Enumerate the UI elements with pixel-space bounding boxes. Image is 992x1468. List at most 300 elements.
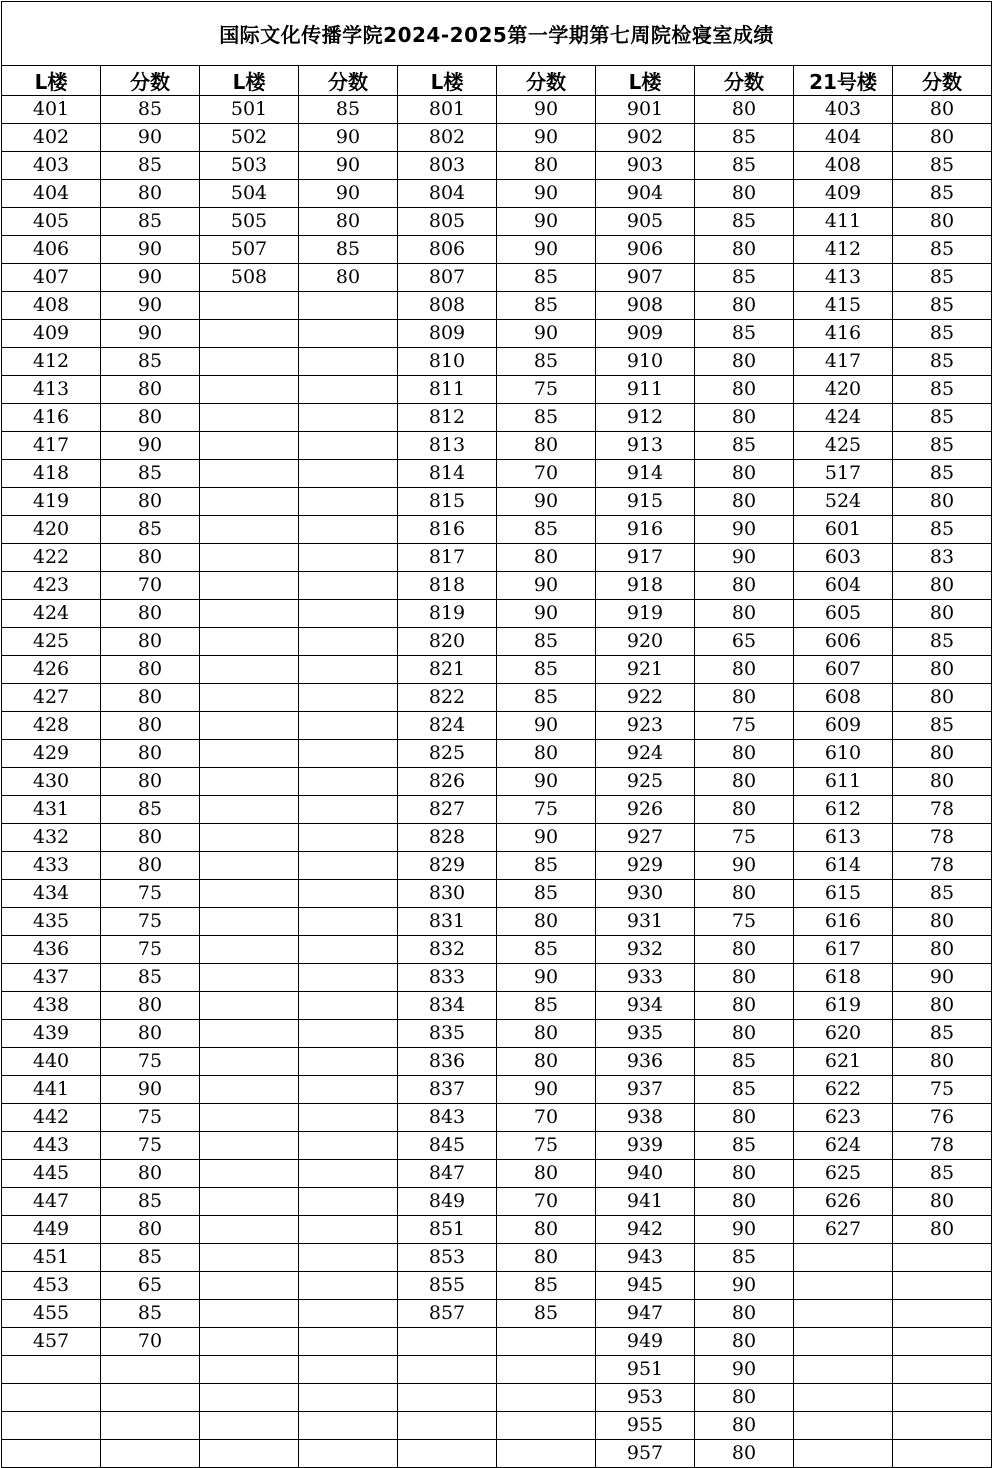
room-cell: 434	[2, 880, 101, 908]
score-cell: 85	[695, 124, 794, 152]
room-cell: 951	[596, 1356, 695, 1384]
room-cell: 442	[2, 1104, 101, 1132]
score-cell	[299, 1412, 398, 1440]
score-cell: 85	[893, 292, 992, 320]
room-cell: 924	[596, 740, 695, 768]
score-cell: 80	[893, 992, 992, 1020]
sheet-title: 国际文化传播学院2024-2025第一学期第七周院检寝室成绩	[2, 2, 992, 66]
score-cell: 90	[497, 824, 596, 852]
room-cell: 415	[794, 292, 893, 320]
score-cell: 85	[101, 1188, 200, 1216]
table-row	[2, 208, 992, 236]
room-cell: 601	[794, 516, 893, 544]
table-row	[2, 124, 992, 152]
table-row	[2, 404, 992, 432]
score-cell: 80	[893, 124, 992, 152]
score-cell: 85	[893, 320, 992, 348]
score-cell: 80	[497, 432, 596, 460]
header-score-2: 分数	[299, 66, 398, 96]
room-cell: 832	[398, 936, 497, 964]
room-cell	[200, 880, 299, 908]
score-cell: 85	[893, 460, 992, 488]
score-cell: 80	[101, 824, 200, 852]
score-cell: 75	[695, 824, 794, 852]
score-cell: 85	[893, 376, 992, 404]
room-cell	[200, 1244, 299, 1272]
room-cell: 451	[2, 1244, 101, 1272]
score-cell: 80	[695, 1160, 794, 1188]
score-cell: 80	[695, 1104, 794, 1132]
score-cell	[299, 824, 398, 852]
room-cell	[398, 1440, 497, 1468]
score-cell: 80	[695, 96, 794, 124]
score-cell: 90	[695, 1356, 794, 1384]
room-cell: 818	[398, 572, 497, 600]
room-cell: 914	[596, 460, 695, 488]
score-cell: 78	[893, 1132, 992, 1160]
room-cell: 915	[596, 488, 695, 516]
room-cell	[794, 1384, 893, 1412]
score-cell: 90	[497, 600, 596, 628]
score-cell	[299, 1440, 398, 1468]
room-cell: 447	[2, 1188, 101, 1216]
score-cell: 80	[101, 180, 200, 208]
score-cell	[299, 1384, 398, 1412]
room-cell: 409	[794, 180, 893, 208]
room-cell	[200, 824, 299, 852]
score-cell: 80	[497, 1048, 596, 1076]
room-cell: 822	[398, 684, 497, 712]
score-cell: 80	[695, 600, 794, 628]
score-cell	[299, 1104, 398, 1132]
room-cell: 926	[596, 796, 695, 824]
room-cell: 819	[398, 600, 497, 628]
score-cell: 75	[101, 880, 200, 908]
score-cell: 85	[695, 320, 794, 348]
room-cell: 826	[398, 768, 497, 796]
score-cell: 85	[497, 516, 596, 544]
table-row	[2, 824, 992, 852]
room-cell: 945	[596, 1272, 695, 1300]
room-cell: 611	[794, 768, 893, 796]
score-cell: 80	[299, 208, 398, 236]
room-cell	[398, 1356, 497, 1384]
score-cell: 85	[299, 96, 398, 124]
score-cell: 80	[101, 852, 200, 880]
room-cell: 409	[2, 320, 101, 348]
score-cell: 90	[497, 208, 596, 236]
score-cell: 85	[893, 404, 992, 432]
room-cell: 933	[596, 964, 695, 992]
score-cell: 85	[101, 460, 200, 488]
room-cell: 916	[596, 516, 695, 544]
room-cell: 825	[398, 740, 497, 768]
score-cell: 90	[101, 292, 200, 320]
score-cell: 90	[497, 180, 596, 208]
room-cell: 455	[2, 1300, 101, 1328]
room-cell	[200, 1048, 299, 1076]
table-row	[2, 292, 992, 320]
table-row	[2, 544, 992, 572]
room-cell: 416	[794, 320, 893, 348]
room-cell	[200, 292, 299, 320]
score-cell	[893, 1300, 992, 1328]
room-cell: 813	[398, 432, 497, 460]
score-cell: 85	[893, 348, 992, 376]
table-row	[2, 432, 992, 460]
score-cell: 80	[893, 572, 992, 600]
room-cell: 412	[794, 236, 893, 264]
score-cell: 80	[893, 908, 992, 936]
room-cell: 623	[794, 1104, 893, 1132]
room-cell: 955	[596, 1412, 695, 1440]
score-cell: 90	[101, 1076, 200, 1104]
room-cell	[200, 1412, 299, 1440]
score-cell: 70	[497, 1104, 596, 1132]
room-cell	[200, 376, 299, 404]
room-cell: 627	[794, 1216, 893, 1244]
room-cell: 820	[398, 628, 497, 656]
room-cell: 940	[596, 1160, 695, 1188]
room-cell: 901	[596, 96, 695, 124]
table-row	[2, 1132, 992, 1160]
room-cell	[398, 1384, 497, 1412]
room-cell: 833	[398, 964, 497, 992]
score-cell: 85	[893, 432, 992, 460]
room-cell	[200, 684, 299, 712]
score-cell: 85	[893, 152, 992, 180]
room-cell: 845	[398, 1132, 497, 1160]
room-cell: 923	[596, 712, 695, 740]
room-cell: 909	[596, 320, 695, 348]
room-cell: 931	[596, 908, 695, 936]
room-cell: 411	[794, 208, 893, 236]
score-cell	[299, 1132, 398, 1160]
table-row	[2, 852, 992, 880]
score-cell: 70	[101, 572, 200, 600]
score-cell: 85	[497, 292, 596, 320]
table-row	[2, 236, 992, 264]
score-cell: 75	[101, 908, 200, 936]
table-row	[2, 1188, 992, 1216]
room-cell: 436	[2, 936, 101, 964]
score-cell: 80	[101, 656, 200, 684]
room-cell: 425	[2, 628, 101, 656]
room-cell: 902	[596, 124, 695, 152]
score-cell: 85	[497, 684, 596, 712]
room-cell: 803	[398, 152, 497, 180]
room-cell	[2, 1440, 101, 1468]
room-cell	[794, 1412, 893, 1440]
score-cell	[497, 1356, 596, 1384]
room-cell: 438	[2, 992, 101, 1020]
score-cell: 80	[695, 880, 794, 908]
score-cell: 90	[893, 964, 992, 992]
score-cell: 90	[497, 488, 596, 516]
score-cell: 90	[695, 852, 794, 880]
score-cell: 80	[101, 600, 200, 628]
room-cell: 849	[398, 1188, 497, 1216]
room-cell: 614	[794, 852, 893, 880]
table-row	[2, 1272, 992, 1300]
score-cell: 80	[893, 600, 992, 628]
room-cell: 433	[2, 852, 101, 880]
room-cell: 439	[2, 1020, 101, 1048]
room-cell: 953	[596, 1384, 695, 1412]
score-cell: 85	[101, 964, 200, 992]
room-cell: 908	[596, 292, 695, 320]
room-cell: 517	[794, 460, 893, 488]
score-cell	[497, 1384, 596, 1412]
score-cell	[299, 1160, 398, 1188]
room-cell: 917	[596, 544, 695, 572]
table-row	[2, 348, 992, 376]
table-row	[2, 516, 992, 544]
score-cell: 85	[497, 852, 596, 880]
score-cell: 80	[101, 404, 200, 432]
score-cell	[101, 1384, 200, 1412]
header-building-21: 21号楼	[794, 66, 893, 96]
room-cell: 817	[398, 544, 497, 572]
score-cell: 85	[497, 404, 596, 432]
score-cell: 80	[893, 656, 992, 684]
score-cell: 80	[695, 1300, 794, 1328]
room-cell: 911	[596, 376, 695, 404]
score-cell: 80	[101, 488, 200, 516]
room-cell: 502	[200, 124, 299, 152]
header-building-l-4: L楼	[596, 66, 695, 96]
room-cell	[200, 1384, 299, 1412]
room-cell: 938	[596, 1104, 695, 1132]
room-cell: 942	[596, 1216, 695, 1244]
room-cell: 418	[2, 460, 101, 488]
table-row	[2, 1160, 992, 1188]
room-cell	[200, 572, 299, 600]
score-cell: 85	[695, 264, 794, 292]
score-cell	[299, 1020, 398, 1048]
score-cell: 85	[101, 208, 200, 236]
room-cell: 912	[596, 404, 695, 432]
room-cell: 505	[200, 208, 299, 236]
room-cell	[200, 1132, 299, 1160]
score-cell: 85	[497, 628, 596, 656]
room-cell: 918	[596, 572, 695, 600]
dorm-score-table	[1, 1, 992, 1468]
score-cell: 85	[893, 1160, 992, 1188]
score-cell	[299, 1188, 398, 1216]
score-cell: 85	[893, 1020, 992, 1048]
score-cell	[299, 432, 398, 460]
room-cell: 930	[596, 880, 695, 908]
room-cell: 416	[2, 404, 101, 432]
score-cell	[299, 1216, 398, 1244]
score-cell: 80	[497, 152, 596, 180]
room-cell: 428	[2, 712, 101, 740]
score-cell: 80	[101, 376, 200, 404]
room-cell: 508	[200, 264, 299, 292]
room-cell	[200, 1272, 299, 1300]
score-cell: 80	[695, 292, 794, 320]
room-cell: 921	[596, 656, 695, 684]
table-row	[2, 1356, 992, 1384]
room-cell: 626	[794, 1188, 893, 1216]
score-cell: 85	[893, 628, 992, 656]
score-cell: 80	[101, 628, 200, 656]
score-cell: 90	[497, 768, 596, 796]
room-cell: 806	[398, 236, 497, 264]
room-cell	[200, 460, 299, 488]
room-cell: 413	[794, 264, 893, 292]
score-cell: 90	[101, 124, 200, 152]
table-row	[2, 880, 992, 908]
score-cell: 85	[101, 96, 200, 124]
score-cell	[497, 1440, 596, 1468]
room-cell: 837	[398, 1076, 497, 1104]
score-cell: 85	[893, 712, 992, 740]
room-cell: 949	[596, 1328, 695, 1356]
header-building-l-3: L楼	[398, 66, 497, 96]
room-cell: 943	[596, 1244, 695, 1272]
score-cell	[893, 1440, 992, 1468]
room-cell: 435	[2, 908, 101, 936]
room-cell: 441	[2, 1076, 101, 1104]
score-cell: 80	[101, 684, 200, 712]
score-cell: 85	[497, 992, 596, 1020]
room-cell: 855	[398, 1272, 497, 1300]
score-cell: 85	[695, 1076, 794, 1104]
score-cell: 75	[695, 712, 794, 740]
score-cell	[299, 1244, 398, 1272]
room-cell: 419	[2, 488, 101, 516]
score-cell	[299, 1076, 398, 1104]
room-cell: 613	[794, 824, 893, 852]
score-cell: 90	[497, 124, 596, 152]
score-cell	[101, 1412, 200, 1440]
score-cell: 80	[695, 348, 794, 376]
score-cell	[299, 320, 398, 348]
room-cell: 417	[2, 432, 101, 460]
score-cell: 85	[101, 1300, 200, 1328]
score-cell: 80	[695, 460, 794, 488]
score-cell: 80	[695, 936, 794, 964]
score-cell: 80	[101, 768, 200, 796]
score-cell: 75	[497, 796, 596, 824]
table-row	[2, 600, 992, 628]
score-cell: 80	[893, 1216, 992, 1244]
score-cell: 75	[497, 376, 596, 404]
score-cell	[299, 488, 398, 516]
score-cell: 80	[695, 656, 794, 684]
room-cell: 606	[794, 628, 893, 656]
score-cell: 75	[101, 1104, 200, 1132]
score-cell: 80	[299, 264, 398, 292]
table-row	[2, 152, 992, 180]
room-cell: 501	[200, 96, 299, 124]
score-cell: 90	[101, 432, 200, 460]
score-cell: 80	[695, 404, 794, 432]
room-cell: 851	[398, 1216, 497, 1244]
score-cell: 85	[893, 516, 992, 544]
table-row	[2, 1244, 992, 1272]
table-row	[2, 460, 992, 488]
table-row	[2, 96, 992, 124]
room-cell	[794, 1356, 893, 1384]
score-cell: 70	[497, 1188, 596, 1216]
table-row	[2, 936, 992, 964]
room-cell	[200, 320, 299, 348]
room-cell: 403	[794, 96, 893, 124]
room-cell: 907	[596, 264, 695, 292]
score-cell: 90	[497, 1076, 596, 1104]
room-cell: 927	[596, 824, 695, 852]
room-cell: 413	[2, 376, 101, 404]
score-cell: 90	[695, 1272, 794, 1300]
room-cell: 426	[2, 656, 101, 684]
score-cell	[299, 908, 398, 936]
score-cell: 85	[101, 516, 200, 544]
room-cell: 423	[2, 572, 101, 600]
room-cell: 437	[2, 964, 101, 992]
score-cell: 90	[101, 264, 200, 292]
room-cell: 834	[398, 992, 497, 1020]
score-cell: 75	[101, 1048, 200, 1076]
room-cell: 424	[2, 600, 101, 628]
score-cell: 80	[101, 1160, 200, 1188]
score-cell: 80	[695, 796, 794, 824]
score-cell	[893, 1244, 992, 1272]
room-cell	[794, 1440, 893, 1468]
score-cell: 80	[695, 684, 794, 712]
room-cell: 920	[596, 628, 695, 656]
room-cell: 913	[596, 432, 695, 460]
room-cell: 449	[2, 1216, 101, 1244]
table-row	[2, 992, 992, 1020]
score-cell: 90	[695, 1216, 794, 1244]
score-cell: 80	[893, 1188, 992, 1216]
room-cell: 457	[2, 1328, 101, 1356]
score-cell: 80	[893, 740, 992, 768]
room-cell: 903	[596, 152, 695, 180]
score-cell	[299, 796, 398, 824]
room-cell: 503	[200, 152, 299, 180]
score-cell	[299, 544, 398, 572]
room-cell	[200, 740, 299, 768]
room-cell: 621	[794, 1048, 893, 1076]
score-cell: 90	[497, 320, 596, 348]
score-cell	[101, 1356, 200, 1384]
room-cell: 939	[596, 1132, 695, 1160]
table-row	[2, 1048, 992, 1076]
table-row	[2, 684, 992, 712]
score-cell: 90	[497, 712, 596, 740]
header-building-l-1: L楼	[2, 66, 101, 96]
score-cell: 90	[299, 180, 398, 208]
room-cell: 853	[398, 1244, 497, 1272]
score-cell	[299, 404, 398, 432]
room-cell	[200, 1160, 299, 1188]
score-cell: 80	[695, 992, 794, 1020]
room-cell: 507	[200, 236, 299, 264]
score-cell: 75	[893, 1076, 992, 1104]
score-cell	[299, 1272, 398, 1300]
score-cell: 80	[497, 1244, 596, 1272]
room-cell: 417	[794, 348, 893, 376]
table-row	[2, 1020, 992, 1048]
room-cell: 904	[596, 180, 695, 208]
score-cell: 80	[695, 1188, 794, 1216]
room-cell: 622	[794, 1076, 893, 1104]
header-score-3: 分数	[497, 66, 596, 96]
